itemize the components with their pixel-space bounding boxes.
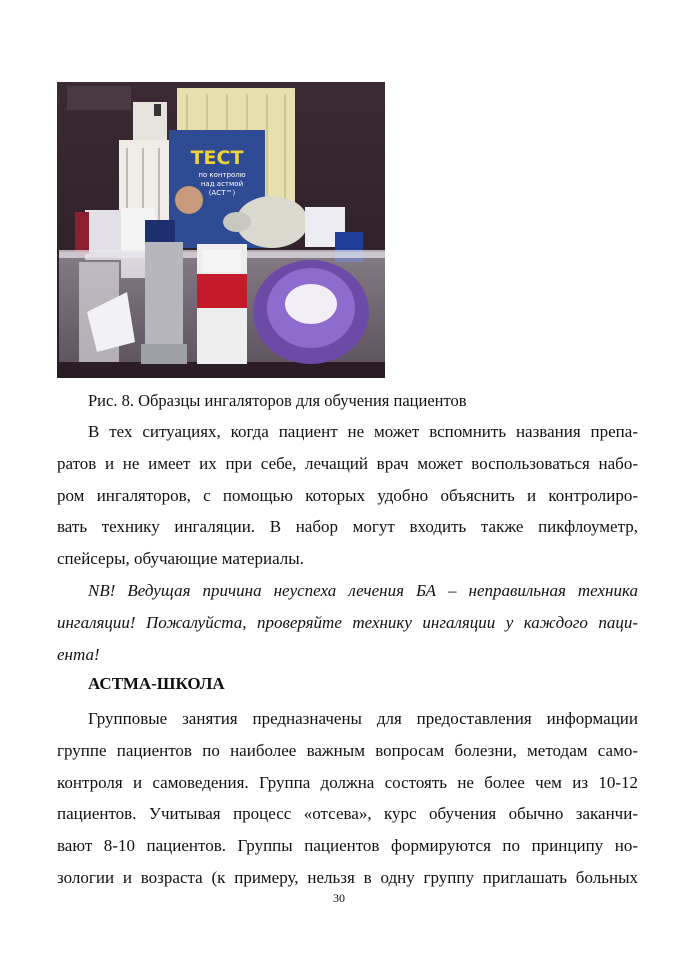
text-line: Групповые занятия предназначены для предоставления информации — [88, 709, 638, 728]
text-line: ратов и не имеет их при себе, лечащий врач может воспользоваться набо- — [57, 453, 638, 473]
test-line2: по контролю — [198, 171, 246, 179]
test-line3: над астмой — [200, 180, 244, 188]
text-line: вают 8-10 пациентов. Группы пациентов формируются по принципу но- — [57, 836, 638, 856]
text-line: ром ингаляторов, с помощью которых удобно объяснить и контролиро- — [57, 485, 638, 505]
note-paragraph — [57, 575, 638, 670]
text-line: ента! — [57, 644, 100, 664]
inhalers-photo — [57, 82, 385, 378]
text-line: зологии и возраста (к примеру, нельзя в одну группу приглашать больных — [57, 867, 638, 887]
text-line: В тех ситуациях, когда пациент не может вспомнить названия препа- — [88, 422, 638, 441]
test-line4: (АСТ™) — [208, 189, 236, 197]
page-number: 30 — [333, 891, 345, 905]
text-line: спейсеры, обучающие материалы. — [57, 549, 304, 569]
figure-caption: Рис. 8. Образцы ингаляторов для обучения пациентов — [88, 391, 467, 410]
paragraph-inhaler-kit — [57, 416, 638, 575]
text-line: вать технику ингаляции. В набор могут входить также пикфлоуметр, — [57, 517, 638, 537]
text-line: пациентов. Учитывая процесс «отсева», курс обучения обычно заканчи- — [57, 804, 638, 824]
text-line: группе пациентов по наиболее важным вопросам болезни, методам само- — [57, 740, 638, 760]
section-heading: АСТМА-ШКОЛА — [88, 674, 225, 693]
text-line: NB! Ведущая причина неуспеха лечения БА – неправильная техника — [88, 581, 638, 600]
test-title: ТЕСТ — [190, 147, 244, 169]
text-line: контроля и самоведения. Группа должна состоять не более чем из 10-12 — [57, 772, 638, 792]
text-line: ингаляции! Пожалуйста, проверяйте технику ингаляции у каждого паци- — [57, 612, 638, 632]
paragraph-asthma-school — [57, 703, 638, 894]
